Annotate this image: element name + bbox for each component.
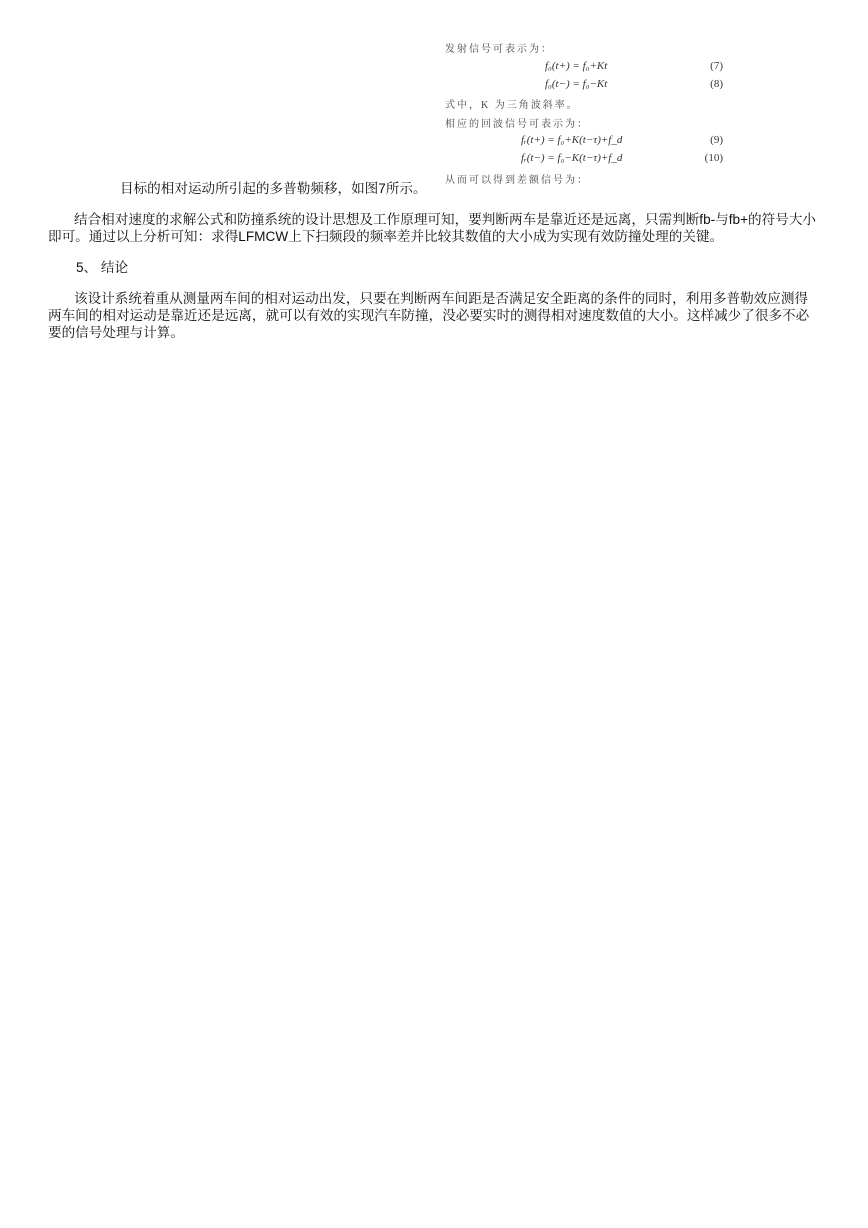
equation-9-number: (9)	[710, 134, 723, 146]
equation-10: fᵣ(t−) = f₀−K(t−τ)+f_d	[521, 152, 623, 164]
figure-caption: 目标的相对运动所引起的多普勒频移，如图7所示。	[120, 181, 427, 196]
paragraph-conclusion: 该设计系统着重从测量两车间的相对运动出发，只要在判断两车间距是否满足安全距离的条件的同时，利用多普勒效应测得两车间的相对运动是靠近还是远离，就可以有效的实现汽车防撞，没必要实时的测得相对速度数值的大小。这样减少了很多不必要的信号处理与计算。	[48, 291, 810, 340]
section-heading-conclusion: 5、 结论	[76, 260, 129, 275]
equation-8: f₀(t−) = f₀−Kt	[545, 78, 608, 90]
equation-figure	[443, 40, 733, 186]
equation-7: f₀(t+) = f₀+Kt	[545, 60, 608, 72]
figure-text-slope: 式中，K 为三角波斜率。	[445, 100, 579, 111]
figure-text-difference: 从而可以得到差额信号为：	[445, 175, 589, 186]
equation-7-number: (7)	[710, 60, 723, 72]
equation-9: fᵣ(t+) = f₀+K(t−τ)+f_d	[521, 134, 623, 146]
equation-10-number: (10)	[704, 152, 723, 164]
equation-8-number: (8)	[710, 78, 723, 90]
figure-text-transmit: 发射信号可表示为：	[445, 44, 553, 55]
figure-text-echo: 相应的回波信号可表示为：	[445, 119, 589, 130]
paragraph-relative-speed: 结合相对速度的求解公式和防撞系统的设计思想及工作原理可知，要判断两车是靠近还是远离，只需判断fb-与fb+的符号大小即可。通过以上分析可知：求得LFMCW上下扫频段的频率差并比较其数值的大小成为实现有效防撞处理的关键。	[48, 212, 817, 244]
